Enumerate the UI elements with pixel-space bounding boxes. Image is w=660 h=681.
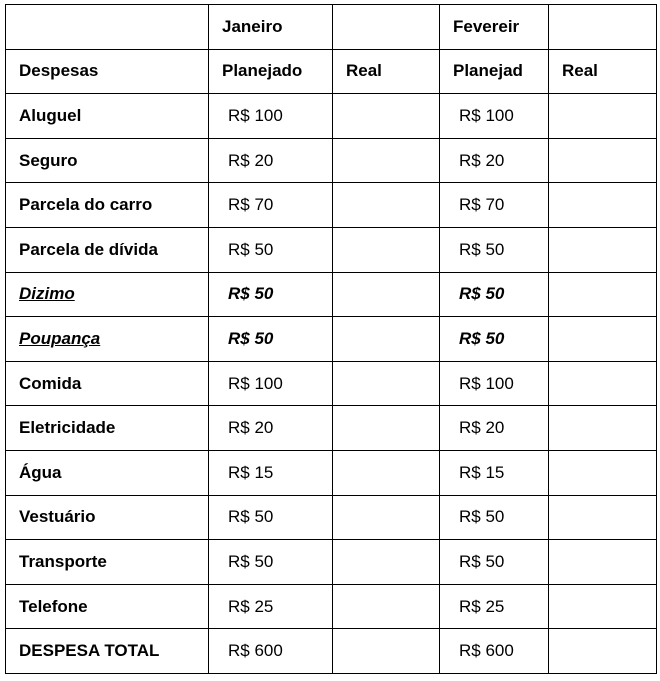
planned-feb-value: R$ 50 bbox=[440, 495, 549, 540]
actual-feb-value bbox=[549, 361, 657, 406]
expense-label: Transporte bbox=[6, 540, 209, 585]
planned-header-feb: Planejad bbox=[440, 49, 549, 94]
actual-feb-value bbox=[549, 495, 657, 540]
total-actual-feb bbox=[549, 629, 657, 674]
actual-feb-value bbox=[549, 227, 657, 272]
table-row bbox=[6, 540, 657, 585]
actual-jan-value bbox=[333, 183, 440, 228]
actual-feb-value bbox=[549, 183, 657, 228]
planned-feb-value: R$ 20 bbox=[440, 138, 549, 183]
actual-feb-value bbox=[549, 450, 657, 495]
empty-cell bbox=[549, 5, 657, 50]
total-planned-jan: R$ 600 bbox=[209, 629, 333, 674]
month-february: Fevereir bbox=[440, 5, 549, 50]
table-row bbox=[6, 584, 657, 629]
actual-feb-value bbox=[549, 584, 657, 629]
actual-jan-value bbox=[333, 495, 440, 540]
actual-jan-value bbox=[333, 540, 440, 585]
table-row bbox=[6, 272, 657, 317]
expense-label: Dizimo bbox=[6, 272, 209, 317]
planned-feb-value: R$ 15 bbox=[440, 450, 549, 495]
actual-jan-value bbox=[333, 450, 440, 495]
empty-cell bbox=[333, 5, 440, 50]
month-header-row bbox=[6, 5, 657, 50]
expense-label: Parcela de dívida bbox=[6, 227, 209, 272]
planned-feb-value: R$ 100 bbox=[440, 94, 549, 139]
expense-label: Poupança bbox=[6, 317, 209, 362]
budget-table bbox=[5, 4, 657, 674]
actual-jan-value bbox=[333, 584, 440, 629]
actual-feb-value bbox=[549, 540, 657, 585]
planned-jan-value: R$ 50 bbox=[209, 540, 333, 585]
table-row bbox=[6, 183, 657, 228]
actual-jan-value bbox=[333, 317, 440, 362]
planned-jan-value: R$ 25 bbox=[209, 584, 333, 629]
expense-label: Parcela do carro bbox=[6, 183, 209, 228]
actual-jan-value bbox=[333, 94, 440, 139]
planned-feb-value: R$ 50 bbox=[440, 540, 549, 585]
expense-label: Água bbox=[6, 450, 209, 495]
table-row bbox=[6, 406, 657, 451]
actual-jan-value bbox=[333, 138, 440, 183]
table-row bbox=[6, 450, 657, 495]
planned-jan-value: R$ 100 bbox=[209, 94, 333, 139]
planned-jan-value: R$ 15 bbox=[209, 450, 333, 495]
table-row bbox=[6, 361, 657, 406]
expense-label: Comida bbox=[6, 361, 209, 406]
planned-jan-value: R$ 50 bbox=[209, 272, 333, 317]
total-planned-feb: R$ 600 bbox=[440, 629, 549, 674]
table-row bbox=[6, 317, 657, 362]
table-row bbox=[6, 495, 657, 540]
actual-feb-value bbox=[549, 317, 657, 362]
planned-jan-value: R$ 50 bbox=[209, 495, 333, 540]
actual-feb-value bbox=[549, 272, 657, 317]
planned-feb-value: R$ 50 bbox=[440, 272, 549, 317]
expense-label: Telefone bbox=[6, 584, 209, 629]
empty-cell bbox=[6, 5, 209, 50]
expense-label: Seguro bbox=[6, 138, 209, 183]
actual-jan-value bbox=[333, 227, 440, 272]
planned-jan-value: R$ 50 bbox=[209, 227, 333, 272]
actual-feb-value bbox=[549, 94, 657, 139]
actual-jan-value bbox=[333, 406, 440, 451]
planned-feb-value: R$ 50 bbox=[440, 227, 549, 272]
planned-feb-value: R$ 25 bbox=[440, 584, 549, 629]
expense-label: Eletricidade bbox=[6, 406, 209, 451]
expenses-header: Despesas bbox=[6, 49, 209, 94]
planned-feb-value: R$ 20 bbox=[440, 406, 549, 451]
total-label: DESPESA TOTAL bbox=[6, 629, 209, 674]
table-row bbox=[6, 138, 657, 183]
expense-label: Vestuário bbox=[6, 495, 209, 540]
actual-header-feb: Real bbox=[549, 49, 657, 94]
total-row bbox=[6, 629, 657, 674]
planned-jan-value: R$ 70 bbox=[209, 183, 333, 228]
planned-header-jan: Planejado bbox=[209, 49, 333, 94]
expense-label: Aluguel bbox=[6, 94, 209, 139]
actual-header-jan: Real bbox=[333, 49, 440, 94]
planned-feb-value: R$ 70 bbox=[440, 183, 549, 228]
planned-jan-value: R$ 20 bbox=[209, 406, 333, 451]
planned-jan-value: R$ 20 bbox=[209, 138, 333, 183]
column-header-row bbox=[6, 49, 657, 94]
actual-jan-value bbox=[333, 361, 440, 406]
actual-feb-value bbox=[549, 406, 657, 451]
month-january: Janeiro bbox=[209, 5, 333, 50]
total-actual-jan bbox=[333, 629, 440, 674]
actual-feb-value bbox=[549, 138, 657, 183]
table-row bbox=[6, 227, 657, 272]
table-row bbox=[6, 94, 657, 139]
planned-feb-value: R$ 100 bbox=[440, 361, 549, 406]
planned-feb-value: R$ 50 bbox=[440, 317, 549, 362]
planned-jan-value: R$ 50 bbox=[209, 317, 333, 362]
actual-jan-value bbox=[333, 272, 440, 317]
planned-jan-value: R$ 100 bbox=[209, 361, 333, 406]
